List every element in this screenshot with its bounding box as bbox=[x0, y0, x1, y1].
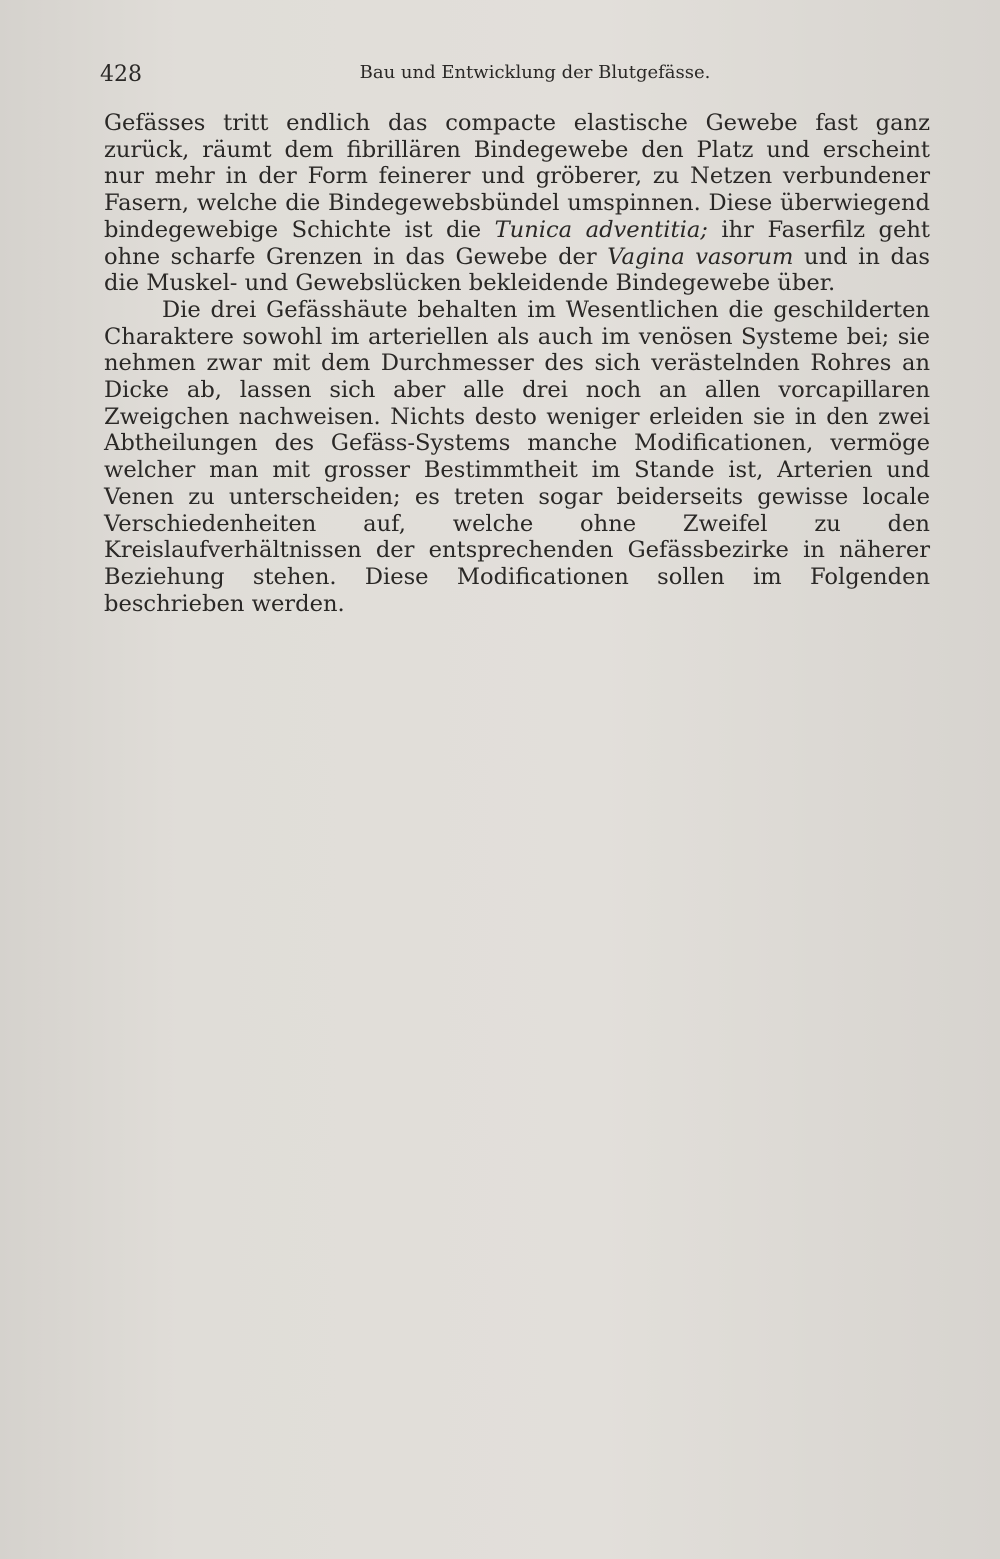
text-run: und in das die Muskel- und Gewebslücken bekleidende Bindegewebe über. bbox=[104, 243, 931, 297]
italic-term: Tunica adventitia; bbox=[494, 216, 708, 243]
running-title: Bau und Entwicklung der Blutgefässe. bbox=[359, 62, 711, 83]
page-number: 428 bbox=[100, 62, 142, 87]
italic-term: Vagina vasorum bbox=[607, 243, 794, 270]
body-text bbox=[104, 110, 930, 617]
paragraph-gefaesshaeute: Die drei Gefässhäute behalten im Wesentlichen die geschilderten Charaktere sowohl im arteriellen als auch im venösen Systeme bei; sie nehmen zwar mit dem Durchmesser des sich verästelnden Rohres an Dicke ab, lassen sich aber alle drei noch an allen vorcapillaren Zweigchen nachweisen. Nichts desto weniger erleiden sie in den zwei Abtheilungen des Gefäss-Systems manche Modificationen, vermöge welcher man mit grosser Bestimmtheit im Stande ist, Arterien und Venen zu unterscheiden; es treten sogar beiderseits gewisse locale Verschiedenheiten auf, welche ohne Zweifel zu den Kreislaufverhältnissen der entsprechenden Gefässbezirke in näherer Beziehung stehen. Diese Modificationen sollen im Folgenden beschrieben werden. bbox=[104, 296, 930, 617]
paragraph-adventitia bbox=[104, 110, 930, 297]
text-run: Gefässes tritt endlich das compacte elastische Gewebe fast ganz zurück, räumt dem fibrillären Bindegewebe den Platz und erscheint nur mehr in der Form feinerer und gröberer, zu Netzen verbundener Fasern, welche die Bindegewebsbündel umspinnen. Diese überwiegend bindegewebige Schichte ist die bbox=[104, 110, 930, 243]
page-header bbox=[100, 58, 930, 94]
text-run: ihr Faserfilz geht ohne scharfe Grenzen in das Gewebe der bbox=[104, 216, 930, 270]
